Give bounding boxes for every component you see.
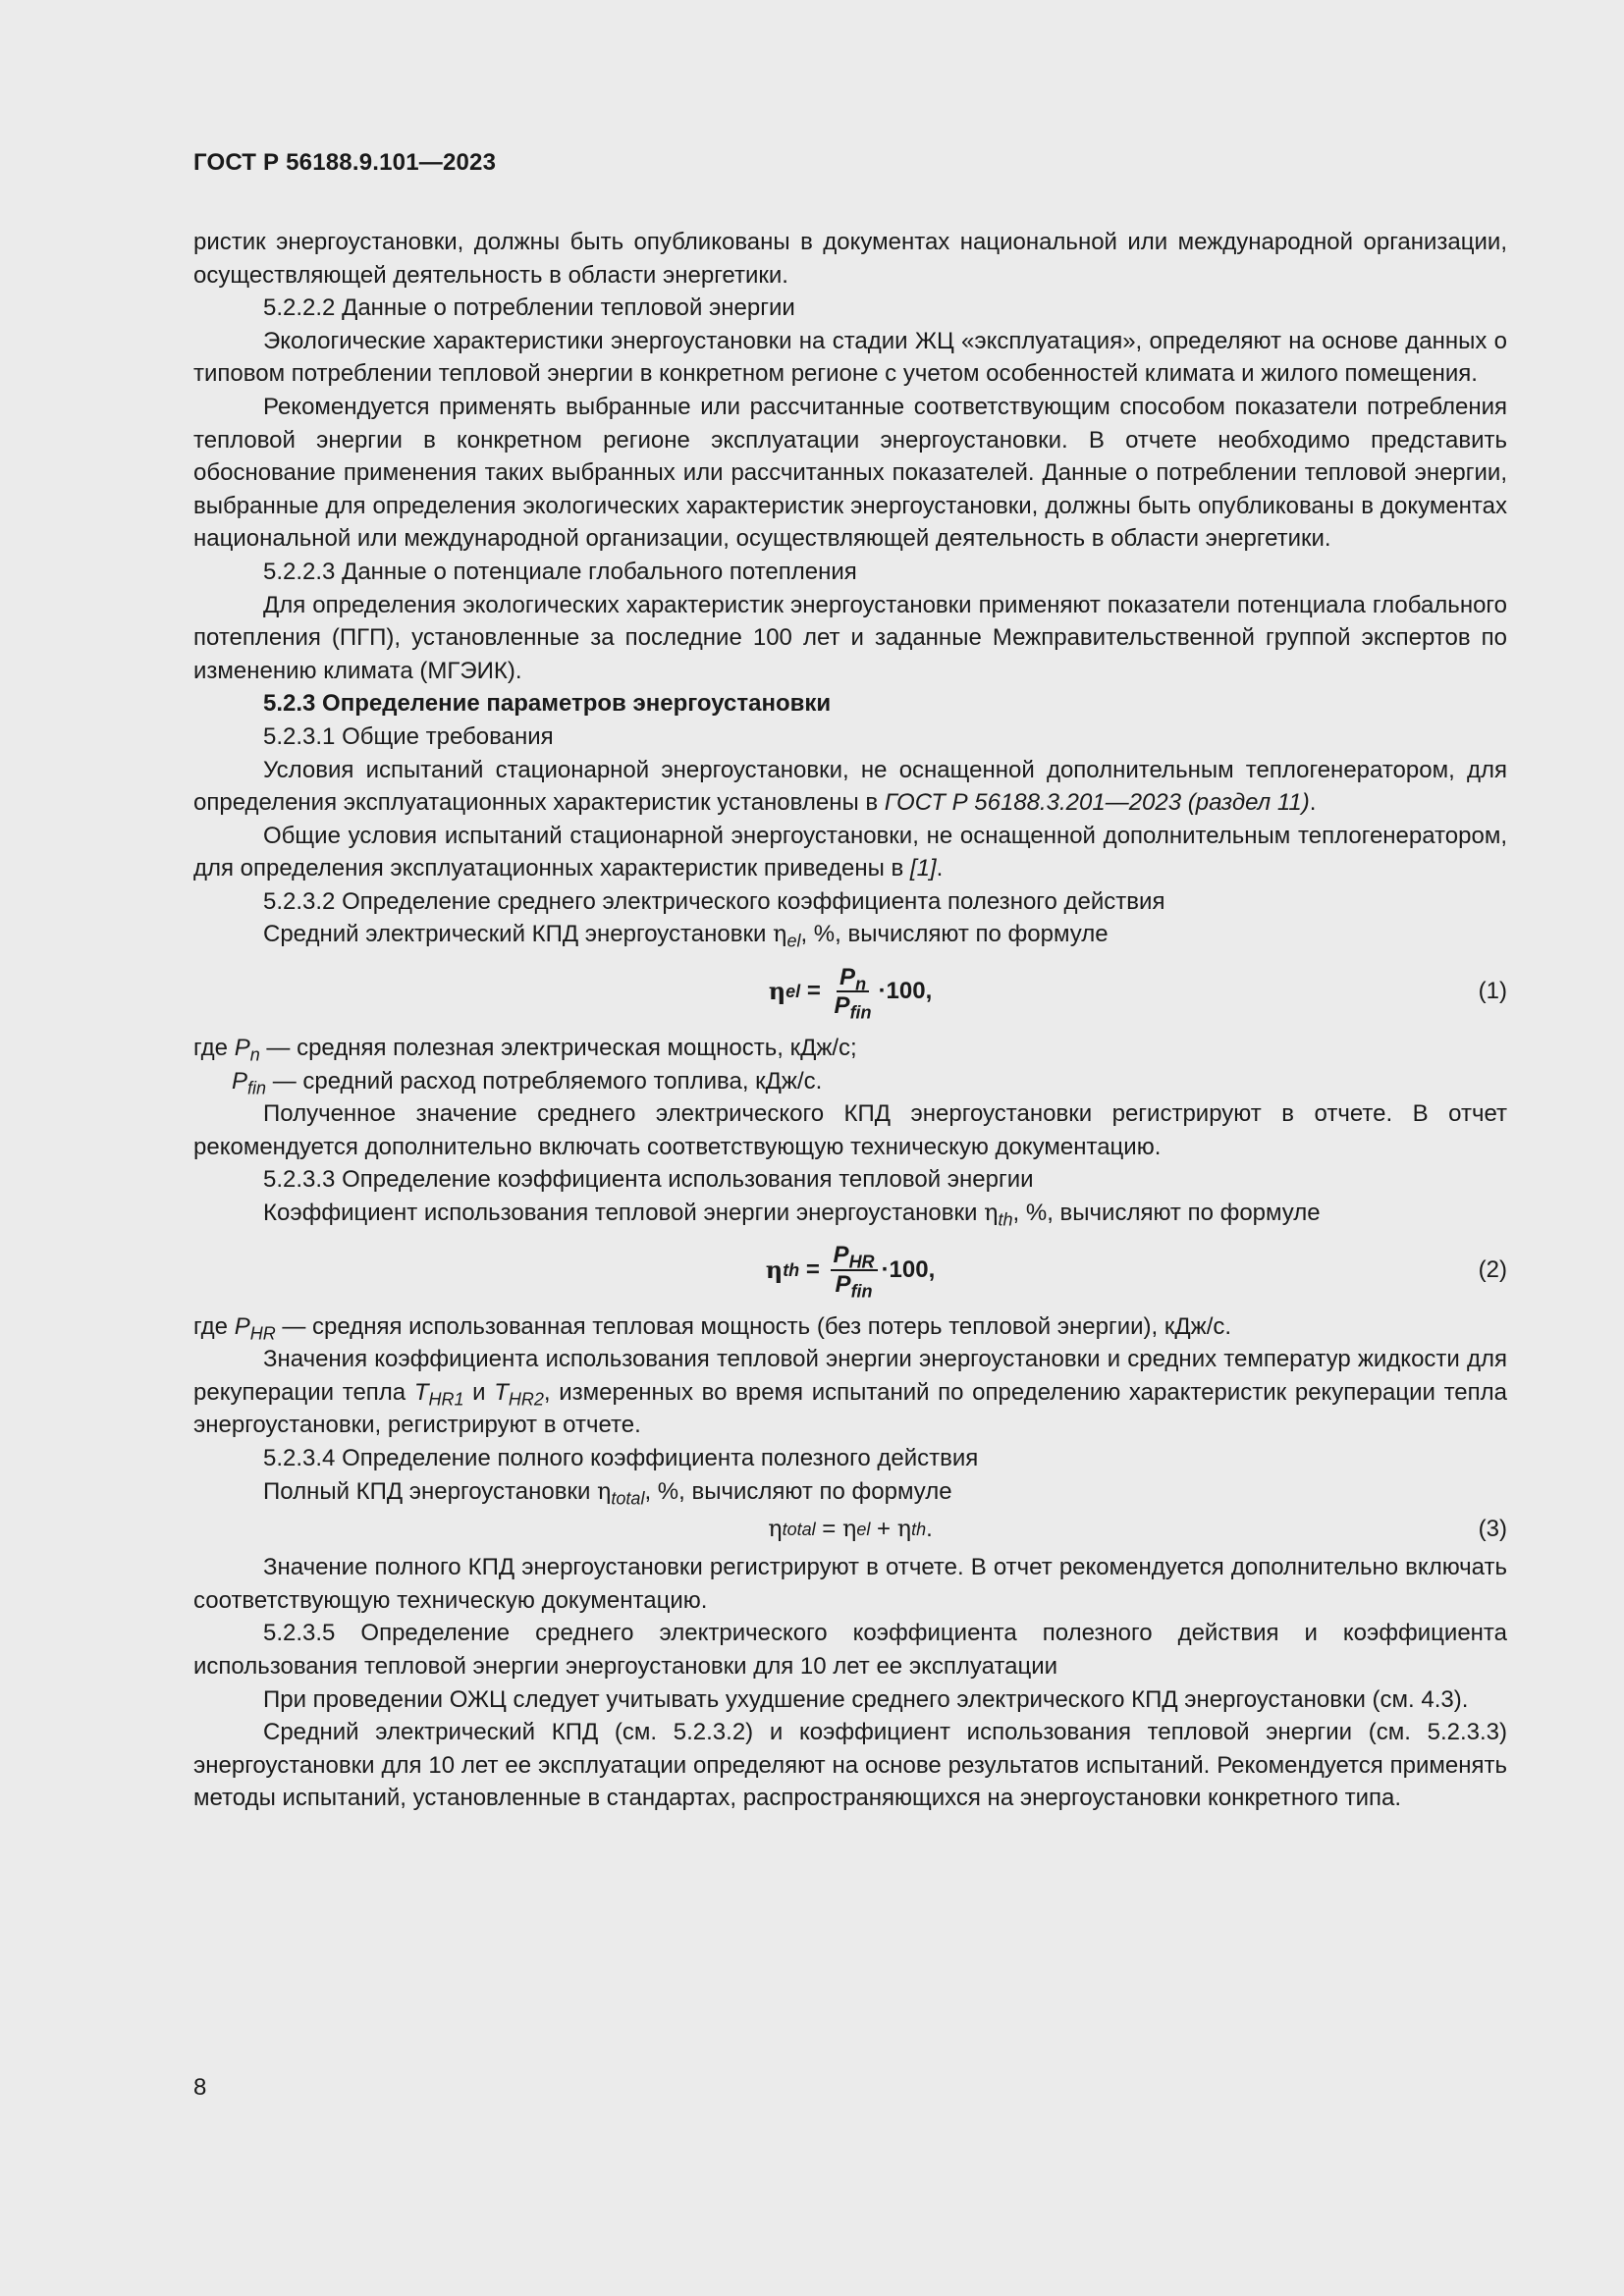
paragraph: Значения коэффициента использования тепловой энергии энергоустановки и средних температур жидкости для рекуперации тепла $T_{HR1}$ и $T_{HR2}$, измеренных во время испытаний по определению характеристик рекуперации тепла энергоустановки, регистрируют в отчете. xyxy=(193,1346,1507,1439)
paragraph: Общие условия испытаний стационарной энергоустановки, не оснащенной дополнительным теплогенератором, для определения эксплуатационных характеристик приведены в [1]. xyxy=(193,822,1507,882)
where-clause: $P_{fin}$ — средний расход потребляемого топлива, кДж/с. xyxy=(232,1067,823,1098)
formula-1: η el = $\frac{P_n}{P_{fin}}$ ·100, (1) xyxy=(193,951,1507,1032)
where-clause: где $P_{HR}$ — средняя использованная тепловая мощность (без потерь тепловой энергии), кДж/с. xyxy=(193,1312,1232,1344)
paragraph: Экологические характеристики энергоустановки на стадии ЖЦ «эксплуатация», определяют на основе данных о типовом потреблении тепловой энергии в конкретном регионе с учетом особенностей климата и жилого помещения. xyxy=(193,327,1507,388)
paragraph: Полный КПД энергоустановки $\eta_{total}$, %, вычисляют по формуле xyxy=(263,1476,952,1508)
document-body xyxy=(193,226,1507,1815)
paragraph: Средний электрический КПД энергоустановки $\eta_{el}$, %, вычисляют по формуле xyxy=(263,920,1109,951)
subsection-title: 5.2.3.1 Общие требования xyxy=(263,722,554,750)
page-header: ГОСТ Р 56188.9.101—2023 xyxy=(193,149,497,176)
standard-reference: ГОСТ Р 56188.3.201—2023 (раздел 11) xyxy=(884,789,1310,817)
paragraph: Условия испытаний стационарной энергоустановки, не оснащенной дополнительным теплогенератором, для определения эксплуатационных характеристик установлены в ГОСТ Р 56188.3.201—2023 (раздел 11). xyxy=(193,756,1507,817)
formula-number: (3) xyxy=(1478,1516,1507,1543)
formula-number: (1) xyxy=(1478,978,1507,1005)
paragraph: Полученное значение среднего электрического КПД энергоустановки регистрируют в отчете. В отчет рекомендуется дополнительно включать соответствующую техническую документацию. xyxy=(193,1100,1507,1160)
subsection-title: 5.2.3.2 Определение среднего электрического коэффициента полезного действия xyxy=(263,887,1165,915)
paragraph: Рекомендуется применять выбранные или рассчитанные соответствующим способом показатели потребления тепловой энергии в конкретном регионе эксплуатации энергоустановки. В отчете необходимо представить обоснование применения таких выбранных или рассчитанных показателей. Данные о потреблении тепловой энергии, выбранные для определения экологических характеристик энергоустановки, должны быть опубликованы в документах национальной или международной организации, осуществляющей деятельность в области энергетики. xyxy=(193,393,1507,553)
section-heading: 5.2.3 Определение параметров энергоустановки xyxy=(263,690,832,718)
subsection-title: 5.2.2.3 Данные о потенциале глобального потепления xyxy=(263,558,857,585)
paragraph: Для определения экологических характеристик энергоустановки применяют показатели потенциала глобального потепления (ПГП), установленные за последние 100 лет и заданные Межправительственной группой экспертов по изменению климата (МГЭИК). xyxy=(193,591,1507,684)
where-clause: где $P_n$ — средняя полезная электрическая мощность, кДж/с; xyxy=(193,1035,857,1065)
paragraph: Коэффициент использования тепловой энергии энергоустановки $\eta_{th}$, %, вычисляют по формуле xyxy=(263,1199,1321,1230)
subsection-title: 5.2.2.2 Данные о потреблении тепловой энергии xyxy=(263,294,795,322)
paragraph: ристик энергоустановки, должны быть опубликованы в документах национальной или международной организации, осуществляющей деятельность в области энергетики. xyxy=(193,229,1507,289)
paragraph: Средний электрический КПД (см. 5.2.3.2) и коэффициент использования тепловой энергии (см. 5.2.3.3) энергоустановки для 10 лет ее эксплуатации определяют на основе результатов испытаний. Рекомендуется применять методы испытаний, установленные в стандартах, распространяющихся на энергоустановки конкретного типа. xyxy=(193,1719,1507,1812)
subsection-title: 5.2.3.3 Определение коэффициента использования тепловой энергии xyxy=(263,1166,1034,1194)
subsection-title: 5.2.3.5 Определение среднего электрического коэффициента полезного действия и коэффициента использования тепловой энергии энергоустановки для 10 лет ее эксплуатации xyxy=(193,1620,1507,1680)
formula-2: η th = $\frac{P_{HR}}{P_{fin}}$ ·100, (2) xyxy=(193,1230,1507,1310)
page-number: 8 xyxy=(193,2074,207,2101)
formula-3: η total = η el + η th . (3) xyxy=(193,1508,1507,1551)
paragraph: При проведении ОЖЦ следует учитывать ухудшение среднего электрического КПД энергоустановки (см. 4.3). xyxy=(263,1685,1469,1713)
subsection-title: 5.2.3.4 Определение полного коэффициента полезного действия xyxy=(263,1445,979,1471)
paragraph: Значение полного КПД энергоустановки регистрируют в отчете. В отчет рекомендуется дополнительно включать соответствующую техническую документацию. xyxy=(193,1554,1507,1614)
formula-number: (2) xyxy=(1478,1255,1507,1283)
bibliography-reference: [1] xyxy=(909,855,937,882)
